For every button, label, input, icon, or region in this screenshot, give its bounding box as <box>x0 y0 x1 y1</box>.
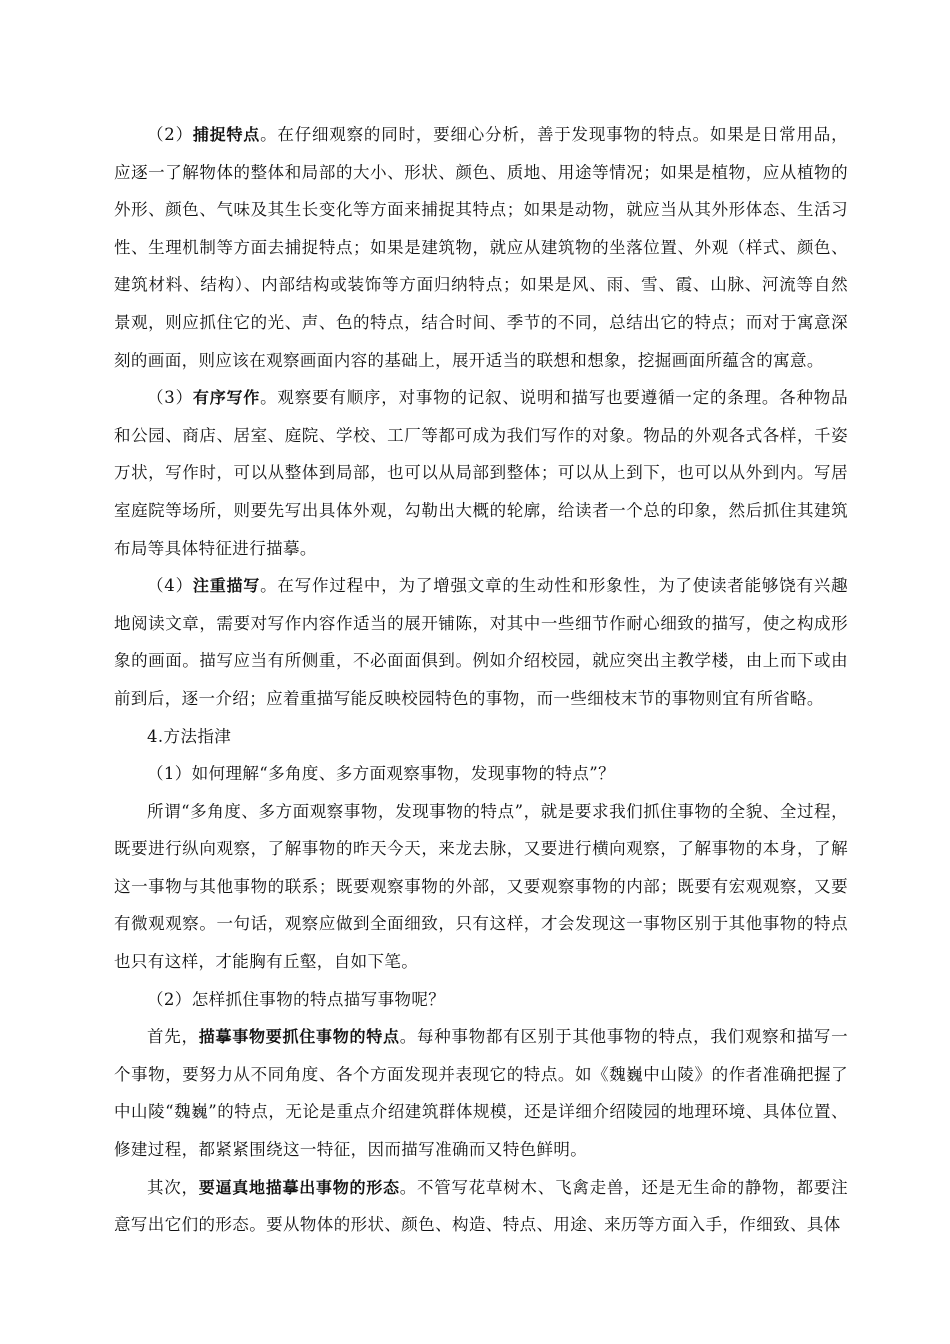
paragraph-number: （4） <box>147 576 193 596</box>
answer-text: 。不管写花草树木、飞禽走兽，还是无生命的静物，都要注意写出它们的形态。要从物体的形状、颜色、构造、特点、用途、来历等方面入手，作细致、具体 <box>114 1177 848 1235</box>
question-2: （2）怎样抓住事物的特点描写事物呢？ <box>147 989 446 1009</box>
paragraph-keyword: 捕捉特点 <box>192 125 261 144</box>
paragraph-text: 。在仔细观察的同时，要细心分析，善于发现事物的特点。如果是日常用品，应逐一了解物体的整体和局部的大小、形状、颜色、质地、用途等情况；如果是植物，应从植物的外形、颜色、气味及其生长变化等方面来捕捉其特点；如果是动物，就应当从其外形体态、生活习性、生理机制等方面去捕捉特点；如果是建筑物，就应从建筑物的坐落位置、外观（样式、颜色、建筑材料、结构）、内部结构或装饰等方面归纳特点；如果是风、雨、雪、霞、山脉、河流等自然景观，则应抓住它的光、声、色的特点，结合时间、季节的不同，总结出它的特点；而对于寓意深刻的画面，则应该在观察画面内容的基础上，展开适当的联想和想象，挖掘画面所蕴含的寓意。 <box>114 125 848 370</box>
paragraph-text: 。观察要有顺序，对事物的记叙、说明和描写也要遵循一定的条理。各种物品和公园、商店、居室、庭院、学校、工厂等都可成为我们写作的对象。物品的外观各式各样，千姿万状，写作时，可以从整体到局部，也可以从局部到整体；可以从上到下，也可以从外到内。写居室庭院等场所，则要先写出具体外观，勾勒出大概的轮廓，给读者一个总的印象，然后抓住其建筑布局等具体特征进行描摹。 <box>114 388 848 558</box>
answer-lead: 首先， <box>147 1027 199 1047</box>
answer-lead: 其次， <box>147 1177 199 1197</box>
paragraph-focus-description <box>114 567 848 717</box>
paragraph-ordered-writing <box>114 379 848 567</box>
answer-keyword: 描摹事物要抓住事物的特点 <box>198 1027 400 1047</box>
paragraph-capture-features <box>114 116 848 379</box>
paragraph-number: （2） <box>147 125 193 144</box>
paragraph-text: 。在写作过程中，为了增强文章的生动性和形象性，为了使读者能够饶有兴趣地阅读文章，需要对写作内容作适当的展开铺陈，对其中一些细节作耐心细致的描写，使之构成形象的画面。描写应当有所侧重，不必面面俱到。例如介绍校园，就应突出主教学楼，由上而下或由前到后，逐一介绍；应着重描写能反映校园特色的事物，而一些细枝末节的事物则宜有所省略。 <box>114 576 848 708</box>
answer-2-second <box>114 1169 848 1244</box>
paragraph-keyword: 有序写作 <box>192 388 261 408</box>
answer-1: 所谓“多角度、多方面观察事物，发现事物的特点”，就是要求我们抓住事物的全貌、全过程，既要进行纵向观察，了解事物的昨天今天，来龙去脉，又要进行横向观察，了解事物的本身，了解这一事物与其他事物的联系；既要观察事物的外部，又要观察事物的内部；既要有宏观观察，又要有微观观察。一句话，观察应做到全面细致，只有这样，才会发现这一事物区别于其他事物的特点也只有这样，才能胸有丘壑，自如下笔。 <box>114 801 848 972</box>
question-1: （1）如何理解“多角度、多方面观察事物，发现事物的特点”？ <box>147 764 615 784</box>
section-heading: 4.方法指津 <box>147 726 232 746</box>
paragraph-number: （3） <box>147 388 193 408</box>
answer-text: 。每种事物都有区别于其他事物的特点，我们观察和描写一个事物，要努力从不同角度、各个方面发现并表现它的特点。如《魏巍中山陵》的作者准确把握了中山陵“魏巍”的特点，无论是重点介绍建筑群体规模，还是详细介绍陵园的地理环境、具体位置、修建过程，都紧紧围绕这一特征，因而描写准确而又特色鲜明。 <box>114 1027 848 1160</box>
answer-2-first <box>114 1018 848 1168</box>
answer-keyword: 要逼真地描摹出事物的形态 <box>198 1177 400 1197</box>
paragraph-keyword: 注重描写 <box>192 576 261 596</box>
document-page <box>114 116 848 1244</box>
